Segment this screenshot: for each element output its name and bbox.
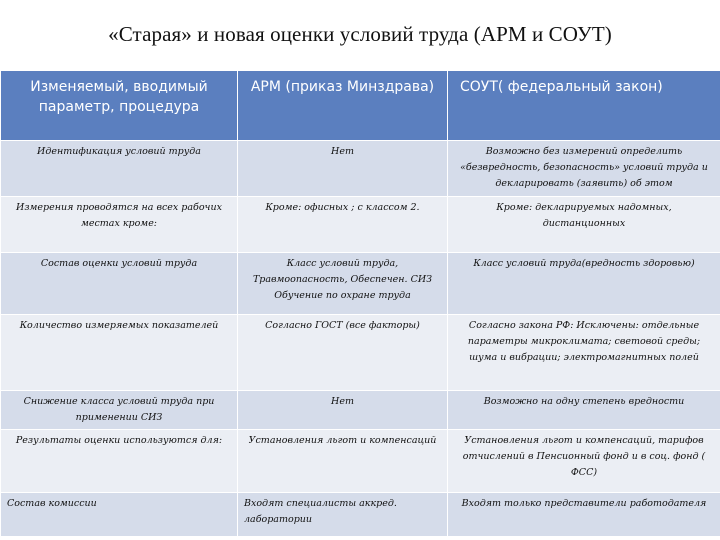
sout-cell: Входят только представители работодателя [448,493,720,537]
sout-cell: Возможно без измерений определить «безвредность, безопасность» условий труда и декларировать (заявить) об этом [448,141,720,197]
sout-cell: Согласно закона РФ: Исключены: отдельные параметры микроклимата; световой среды; шума и вибрации; электромагнитных полей [448,315,720,391]
table-row [1,493,720,537]
parameter-cell: Измерения проводятся на всех рабочих местах кроме: [1,197,238,253]
table-row [1,197,720,253]
table-row [1,315,720,391]
arm-cell: Согласно ГОСТ (все факторы) [238,315,448,391]
header-parameter: Изменяемый, вводимый параметр, процедура [1,71,238,141]
sout-cell: Возможно на одну степень вредности [448,391,720,430]
sout-cell: Кроме: декларируемых надомных, дистанционных [448,197,720,253]
arm-cell: Кроме: офисных ; с классом 2. [238,197,448,253]
header-sout: СОУТ( федеральный закон) [448,71,720,141]
comparison-table [0,70,720,537]
parameter-cell: Состав комиссии [1,493,238,537]
arm-cell: Нет [238,141,448,197]
sout-cell: Установления льгот и компенсаций, тарифов отчислений в Пенсионный фонд и в соц. фонд ( ФСС) [448,430,720,493]
arm-cell: Установления льгот и компенсаций [238,430,448,493]
table-row [1,141,720,197]
table-row [1,430,720,493]
sout-cell: Класс условий труда(вредность здоровью) [448,253,720,315]
parameter-cell: Снижение класса условий труда при применении СИЗ [1,391,238,430]
parameter-cell: Идентификация условий труда [1,141,238,197]
table-row [1,253,720,315]
parameter-cell: Результаты оценки используются для: [1,430,238,493]
slide-title: «Старая» и новая оценки условий труда (АРМ и СОУТ) [108,22,612,46]
table-row [1,391,720,430]
header-arm: АРМ (приказ Минздрава) [238,71,448,141]
parameter-cell: Количество измеряемых показателей [1,315,238,391]
arm-cell: Нет [238,391,448,430]
arm-cell: Класс условий труда, Травмоопасность, Обеспечен. СИЗ Обучение по охране труда [238,253,448,315]
table-header-row [1,71,720,141]
arm-cell: Входят специалисты аккред. лаборатории [238,493,448,537]
parameter-cell: Состав оценки условий труда [1,253,238,315]
